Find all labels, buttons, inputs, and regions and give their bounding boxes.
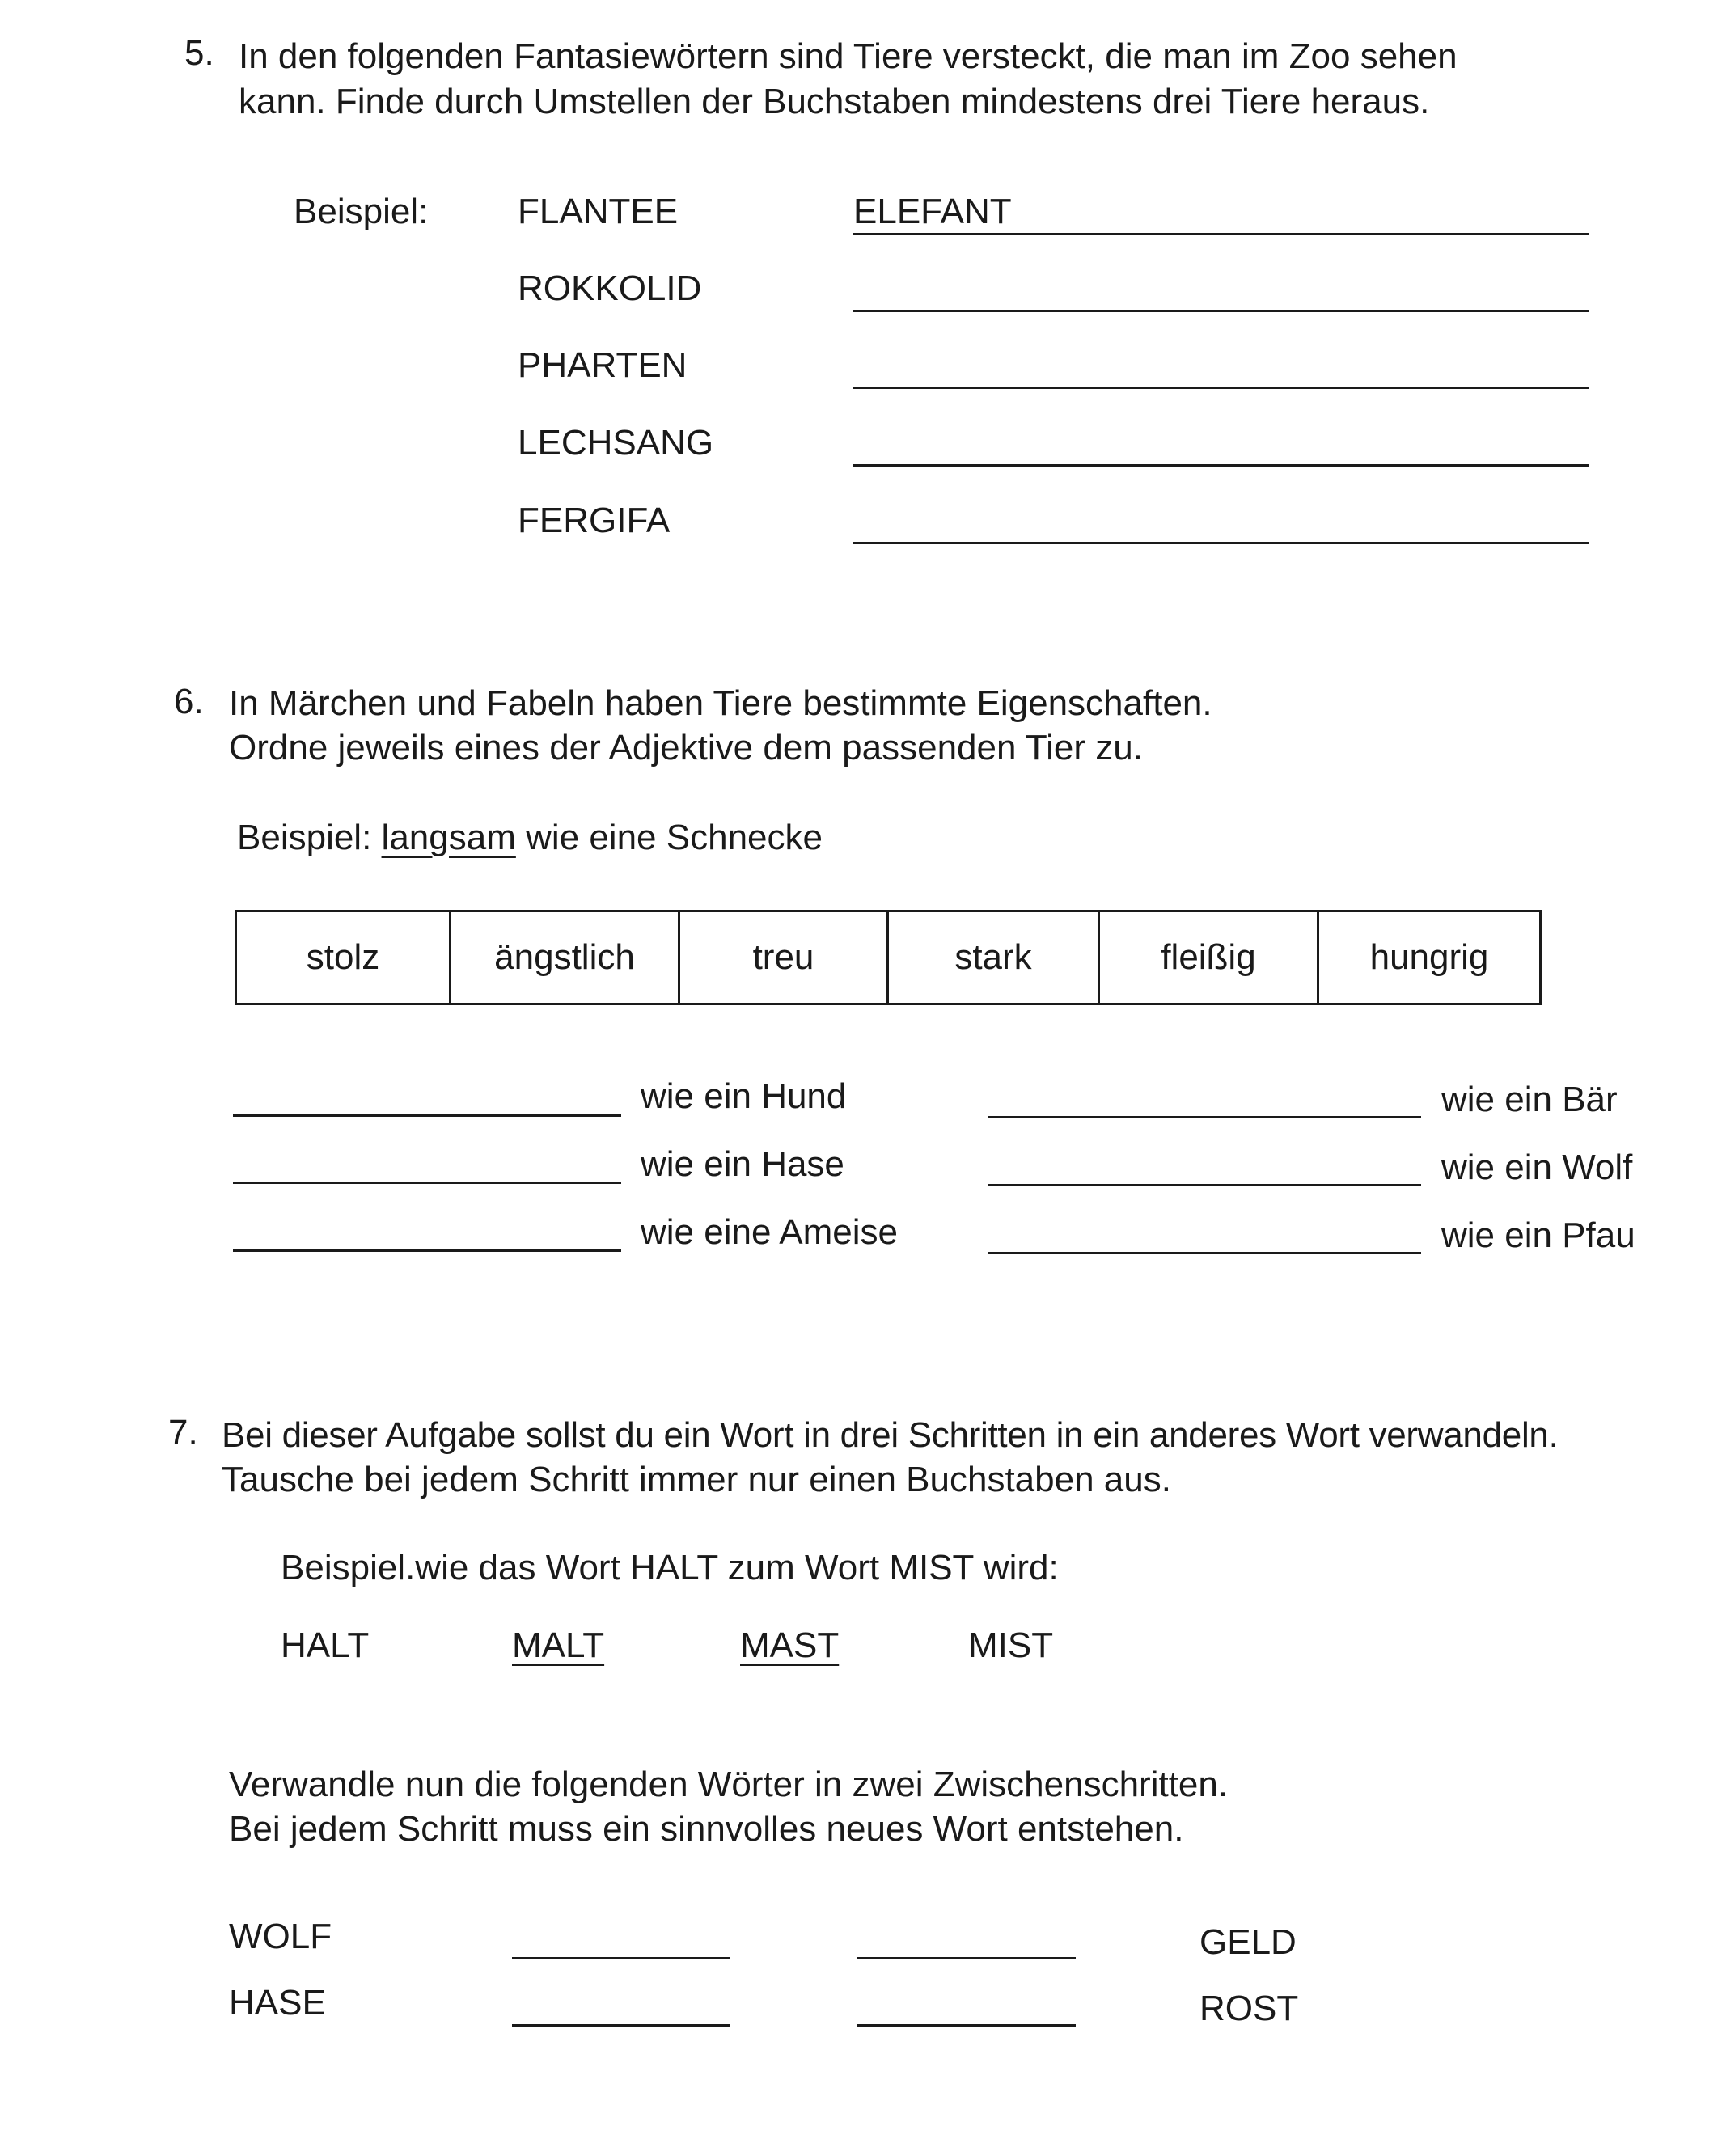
task7-instruction-line1: Bei dieser Aufgabe sollst du ein Wort in drei Schritten in ein anderes Wort verwandeln.: [222, 1415, 1559, 1455]
anagram-word: FLANTEE: [518, 192, 679, 231]
task6-instruction-line1: In Märchen und Fabeln haben Tiere bestimmte Eigenschaften.: [229, 683, 1212, 723]
adjective-cell: hungrig: [1318, 911, 1541, 1004]
task7-instruction-4: Bei jedem Schritt muss ein sinnvolles neues Wort entstehen.: [229, 1809, 1184, 1849]
answer-line[interactable]: [512, 2024, 730, 2027]
task5-instruction-line2: kann. Finde durch Umstellen der Buchstaben mindestens drei Tiere heraus.: [239, 82, 1430, 121]
example-answer: ELEFANT: [853, 192, 1012, 231]
example-step: MAST: [740, 1625, 840, 1665]
task5-example-label: Beispiel:: [294, 192, 429, 231]
answer-line[interactable]: [853, 464, 1589, 467]
task5-number: 5.: [184, 33, 214, 73]
answer-line[interactable]: [988, 1252, 1421, 1254]
task7-example-intro: Beispiel.wie das Wort HALT zum Wort MIST wird:: [281, 1548, 1059, 1587]
anagram-word: LECHSANG: [518, 423, 714, 463]
end-word: ROST: [1199, 1989, 1299, 2028]
answer-line[interactable]: [233, 1114, 621, 1117]
answer-line[interactable]: [233, 1249, 621, 1252]
task6-example-word: langsam: [381, 818, 516, 857]
answer-line[interactable]: [857, 2024, 1076, 2027]
example-step: MALT: [512, 1625, 605, 1665]
animal-phrase: wie ein Hase: [641, 1144, 844, 1184]
adjective-cell: fleißig: [1099, 911, 1318, 1004]
start-word: HASE: [229, 1983, 326, 2023]
task6-number: 6.: [174, 682, 204, 721]
example-step: HALT: [281, 1625, 370, 1665]
anagram-word: FERGIFA: [518, 501, 671, 540]
answer-line[interactable]: [988, 1184, 1421, 1186]
task7-instruction-3: Verwandle nun die folgenden Wörter in zwei Zwischenschritten.: [229, 1765, 1229, 1804]
animal-phrase: wie ein Pfau: [1441, 1215, 1635, 1255]
answer-line[interactable]: [512, 1957, 730, 1959]
adjective-cell: stark: [888, 911, 1099, 1004]
anagram-word: ROKKOLID: [518, 268, 702, 308]
answer-line[interactable]: [988, 1116, 1421, 1118]
end-word: GELD: [1199, 1922, 1297, 1962]
answer-line[interactable]: [853, 387, 1589, 389]
animal-phrase: wie ein Bär: [1441, 1080, 1618, 1119]
task6-example-label: Beispiel:: [237, 818, 372, 857]
answer-line[interactable]: [853, 542, 1589, 544]
adjective-cell: treu: [679, 911, 888, 1004]
example-step: MIST: [968, 1625, 1054, 1665]
adjective-table: [235, 910, 1542, 1005]
answer-line[interactable]: [233, 1182, 621, 1184]
animal-phrase: wie ein Wolf: [1441, 1148, 1633, 1187]
task7-instruction-line2: Tausche bei jedem Schritt immer nur einen Buchstaben aus.: [222, 1460, 1171, 1499]
answer-line[interactable]: [853, 310, 1589, 312]
adjective-cell: ängstlich: [451, 911, 679, 1004]
answer-line[interactable]: [857, 1957, 1076, 1959]
task6-instruction-line2: Ordne jeweils eines der Adjektive dem passenden Tier zu.: [229, 728, 1143, 767]
task7-number: 7.: [168, 1413, 198, 1452]
start-word: WOLF: [229, 1917, 332, 1956]
adjective-cell: stolz: [236, 911, 451, 1004]
animal-phrase: wie eine Ameise: [641, 1212, 898, 1252]
task5-instruction-line1: In den folgenden Fantasiewörtern sind Tiere versteckt, die man im Zoo sehen: [239, 36, 1458, 76]
task6-example-rest: wie eine Schnecke: [526, 818, 823, 857]
animal-phrase: wie ein Hund: [641, 1076, 847, 1116]
task6-example: [237, 820, 823, 856]
answer-line[interactable]: [853, 233, 1589, 235]
anagram-word: PHARTEN: [518, 345, 688, 385]
